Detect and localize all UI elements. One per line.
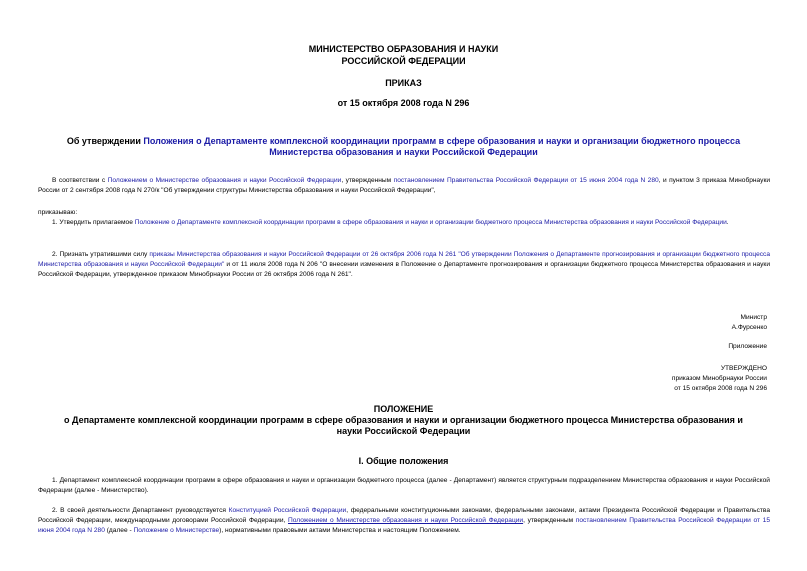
preamble-text-1: В соответствии с [52, 177, 108, 184]
preamble-link-1[interactable]: Положением о Министерстве образования и науки Российской Федерации [107, 177, 342, 184]
item1-text-2: . [726, 219, 729, 226]
p2-text-5: ), нормативными правовыми актами Министерства и настоящим Положением. [219, 527, 461, 534]
regulation-paragraph-1: 1. Департамент комплексной координации программ в сфере образования и науки и организации бюджетного процесса (далее - Департамент) является структурным подразделением Министерства образования и науки Российской Федерации (далее - Министерство). [38, 477, 770, 494]
p2-text-3: , утвержденным [523, 517, 576, 524]
item-2 [38, 250, 770, 280]
preamble-text-2: , утвержденным [341, 177, 394, 184]
regulation-subheading: о Департаменте комплексной координации программ в сфере образования и науки и организации бюджетного процесса Министерства образования и науки Российской Федерации [64, 415, 743, 436]
order-date: от 15 октября 2008 года N 296 [337, 98, 470, 108]
preamble [38, 176, 770, 196]
signature-name: А.Фурсенко [731, 324, 767, 331]
preamble-link-2[interactable]: постановлением Правительства Российской Федерации от 15 июня 2004 года N 280 [393, 177, 659, 184]
p2-link-regulation[interactable]: Положением о Министерстве образования и науки Российской Федерации [288, 517, 524, 524]
p2-text-2: , федеральными конституционными законами, федеральными законами, актами Президента Российской Федерации и Правительства Российской Федерации, международными договорами Российской Федерации, [38, 507, 770, 524]
order-word: ПРИКАЗ [385, 78, 422, 88]
item-1 [38, 218, 770, 228]
p2-link-constitution[interactable]: Конституцией Российской Федерации [228, 507, 347, 514]
regulation-paragraph-2 [38, 506, 770, 536]
ministry-line-2: РОССИЙСКОЙ ФЕДЕРАЦИИ [341, 56, 466, 66]
item2-text-2: и от 11 июля 2008 года N 206 "О внесении изменения в Положение о Департаменте прогнозирования и организации бюджетного процесса Министерства образования и науки Российской Федерации, утвержденное приказом Минобрнауки России от 26 октября 2006 года N 261". [38, 261, 770, 278]
document-title [60, 136, 747, 158]
item1-text-1: 1. Утвердить прилагаемое [52, 219, 135, 226]
p2-text-4: (далее - [104, 527, 134, 534]
p2-text-1: 2. В своей деятельности Департамент руководствуется [52, 507, 229, 514]
p2-link-ministry-regulation[interactable]: Положение о Министерстве [133, 527, 220, 534]
section-heading: I. Общие положения [358, 456, 449, 466]
p2-link-decree[interactable]: постановлением Правительства Российской Федерации от 15 июня 2004 года N 280 [38, 517, 770, 534]
title-link[interactable]: Положения о Департаменте комплексной координации программ в сфере образования и науки и организации бюджетного процесса Министерства образования и науки Российской Федерации [143, 136, 741, 157]
item2-link[interactable]: приказы Министерства образования и науки Российской Федерации от 26 октября 2006 года N 261 "Об утверждении Положения о Департаменте прогнозирования и организации бюджетного процесса Министерства образования и науки Российской Федерации" [38, 251, 770, 268]
item2-text-1: 2. Признать утратившими силу [52, 251, 150, 258]
signature-position: Министр [740, 314, 767, 321]
appendix-label: Приложение [728, 343, 767, 350]
approved-date: от 15 октября 2008 года N 296 [674, 385, 767, 392]
ministry-line-1: МИНИСТЕРСТВО ОБРАЗОВАНИЯ И НАУКИ [308, 44, 499, 54]
approved-by-order: приказом Минобрнауки России [671, 375, 767, 382]
title-prefix: Об утверждении [66, 136, 144, 146]
preamble-text-3: , и пунктом 3 приказа Минобрнауки России от 2 сентября 2008 года N 270/к "Об утверждении структуры Министерства образования и науки Российской Федерации", [38, 177, 771, 194]
item1-link[interactable]: Положение о Департаменте комплексной координации программ в сфере образования и науки и организации бюджетного процесса Министерства образования и науки Российской Федерации [134, 219, 727, 226]
approved-label: УТВЕРЖДЕНО [720, 365, 767, 372]
order-word-lower: приказываю: [38, 209, 78, 216]
regulation-heading: ПОЛОЖЕНИЕ [373, 404, 434, 414]
